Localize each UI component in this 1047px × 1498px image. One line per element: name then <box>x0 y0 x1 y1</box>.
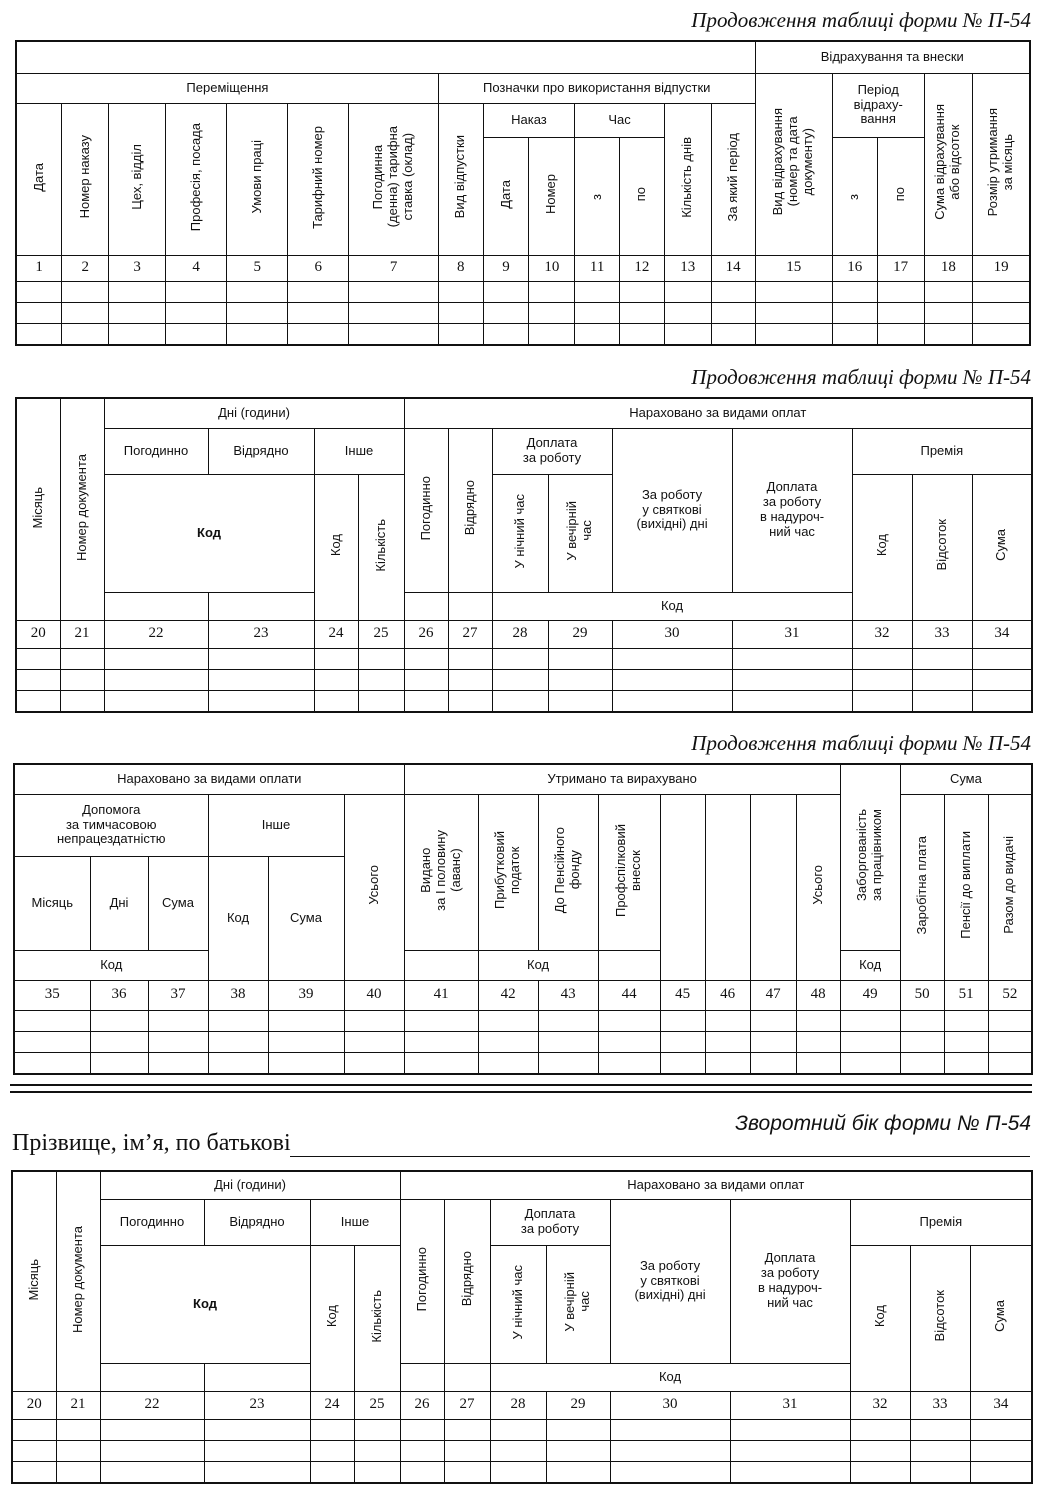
table-row[interactable] <box>16 690 1032 712</box>
col-35: Місяць <box>14 856 90 950</box>
col-36: Дні <box>90 856 148 950</box>
col-24: Код <box>310 1245 354 1391</box>
table-row[interactable] <box>16 281 1030 302</box>
full-name-label: Прізвище, ім’я, по батькові <box>12 1130 291 1156</box>
header-code-withheld: Код <box>478 950 598 980</box>
caption-back-side: Зворотний бік форми № П-54 <box>735 1112 1031 1135</box>
col-8: Вид відпустки <box>438 103 483 255</box>
col-13: Кількість днів <box>664 103 711 255</box>
caption-continuation-2: Продовження таблиці форми № П-54 <box>691 365 1031 389</box>
col-27: Відрядно <box>448 428 492 592</box>
full-name-field[interactable] <box>290 1156 1030 1157</box>
table-accruals-1 <box>15 397 1033 713</box>
col-30: За роботу у святкові (вихідні) дні <box>612 428 732 592</box>
header-other: Інше <box>208 794 344 856</box>
table-row[interactable] <box>16 302 1030 323</box>
column-numbers-row: 20 21 22 23 24 25 26 27 28 29 30 31 32 33 34 <box>16 620 1032 648</box>
col-42: Прибутковий податок <box>478 794 538 950</box>
col-20: Місяць <box>16 398 60 620</box>
col-38: Код <box>208 856 268 980</box>
col-1: Дата <box>16 103 62 255</box>
col-28: У нічний час <box>490 1245 546 1363</box>
header-extra: Доплата за роботу <box>490 1199 610 1245</box>
col-24: Код <box>314 474 358 620</box>
header-vacation: Позначки про використання відпустки <box>438 73 755 103</box>
header-code: Код <box>100 1245 310 1363</box>
col-37: Сума <box>148 856 208 950</box>
table-row[interactable] <box>14 1031 1032 1052</box>
table-row[interactable] <box>16 648 1032 669</box>
col-49: Заборгованість за працівником <box>840 764 900 950</box>
col-34: Сума <box>972 474 1032 620</box>
header-accrued: Нараховано за видами оплат <box>404 398 1032 428</box>
header-code-sick: Код <box>14 950 208 980</box>
header-piece: Відрядно <box>208 428 314 474</box>
header-sum: Сума <box>900 764 1032 794</box>
col-5: Умови праці <box>227 103 288 255</box>
table-row[interactable] <box>14 1010 1032 1031</box>
header-order: Наказ <box>483 103 575 137</box>
header-hourly: Погодинно <box>100 1199 204 1245</box>
col-29: У вечірній час <box>546 1245 610 1363</box>
table-accruals-back <box>11 1170 1033 1484</box>
col-9: Дата <box>483 137 529 255</box>
col-4: Професія, посада <box>166 103 227 255</box>
header-other: Інше <box>314 428 404 474</box>
col-32: Код <box>852 474 912 620</box>
col-12: по <box>620 137 665 255</box>
header-code-bottom: Код <box>492 592 852 620</box>
col-41: Видано за I половину (аванс) <box>404 794 478 950</box>
header-bonus: Премія <box>850 1199 1032 1245</box>
col-15: Вид відрахування (номер та дата документу) <box>755 73 832 255</box>
col-43: До Пенсійного фонду <box>538 794 598 950</box>
col-17: по <box>877 137 924 255</box>
header-extra: Доплата за роботу <box>492 428 612 474</box>
table-row[interactable] <box>12 1419 1032 1440</box>
col-21: Номер документа <box>56 1171 100 1391</box>
col-26: Погодинно <box>400 1199 444 1363</box>
col-33: Відсоток <box>912 474 972 620</box>
table-row[interactable] <box>16 669 1032 690</box>
header-time: Час <box>575 103 665 137</box>
col-18: Сума відрахування або відсоток <box>924 73 973 255</box>
col-52: Разом до видачі <box>988 794 1032 980</box>
col-25: Кількість <box>354 1245 400 1391</box>
col-44: Профспілковий внесок <box>598 794 660 950</box>
header-days: Дні (години) <box>104 398 404 428</box>
table-movement-deductions <box>15 40 1031 346</box>
header-hourly: Погодинно <box>104 428 208 474</box>
col-14: За який період <box>711 103 755 255</box>
col-28: У нічний час <box>492 474 548 592</box>
header-movement: Переміщення <box>16 73 438 103</box>
col-34: Сума <box>970 1245 1032 1391</box>
column-numbers-row: 1 2 3 4 5 6 7 8 9 10 11 12 13 14 15 16 17 18 19 <box>16 255 1030 281</box>
col-7: Погодинна (денна) тарифна ставка (оклад) <box>349 103 439 255</box>
col-30: За роботу у святкові (вихідні) дні <box>610 1199 730 1363</box>
header-withheld: Утримано та вирахувано <box>404 764 840 794</box>
header-other: Інше <box>310 1199 400 1245</box>
header-code-debt: Код <box>840 950 900 980</box>
header-code: Код <box>104 474 314 592</box>
col-16: з <box>832 137 877 255</box>
header-piece: Відрядно <box>204 1199 310 1245</box>
col-31: Доплата за роботу в надуроч- ний час <box>730 1199 850 1363</box>
header-sick-pay: Допомога за тимчасовою непрацездатністю <box>14 794 208 856</box>
col-6: Тарифний номер <box>288 103 349 255</box>
caption-continuation-3: Продовження таблиці форми № П-54 <box>691 731 1031 755</box>
header-days: Дні (години) <box>100 1171 400 1199</box>
col-40: Усього <box>344 794 404 980</box>
table-row[interactable] <box>12 1461 1032 1483</box>
col-19: Розмір утримання за місяць <box>973 73 1030 255</box>
col-27: Відрядно <box>444 1199 490 1363</box>
col-10: Номер <box>529 137 575 255</box>
header-deductions: Відрахування та внески <box>755 41 1030 73</box>
column-numbers-row: 20 21 22 23 24 25 26 27 28 29 30 31 32 33 34 <box>12 1391 1032 1419</box>
caption-continuation-1: Продовження таблиці форми № П-54 <box>691 8 1031 32</box>
col-29: У вечірній час <box>548 474 612 592</box>
col-50: Заробітна плата <box>900 794 944 980</box>
header-accrued: Нараховано за видами оплати <box>14 764 404 794</box>
col-26: Погодинно <box>404 428 448 592</box>
col-48: Усього <box>796 794 840 980</box>
col-39: Сума <box>268 856 344 980</box>
col-33: Відсоток <box>910 1245 970 1391</box>
header-bonus: Премія <box>852 428 1032 474</box>
col-25: Кількість <box>358 474 404 620</box>
col-20: Місяць <box>12 1171 56 1391</box>
table-row[interactable] <box>12 1440 1032 1461</box>
header-accrued: Нараховано за видами оплат <box>400 1171 1032 1199</box>
table-withholdings <box>13 763 1033 1075</box>
table-row[interactable] <box>14 1052 1032 1074</box>
col-51: Пенсії до виплати <box>944 794 988 980</box>
col-21: Номер документа <box>60 398 104 620</box>
col-31: Доплата за роботу в надуроч- ний час <box>732 428 852 592</box>
col-2: Номер наказу <box>62 103 109 255</box>
separator-rule <box>10 1084 1032 1086</box>
col-11: з <box>575 137 620 255</box>
col-32: Код <box>850 1245 910 1391</box>
header-period: Період відраху- вання <box>832 73 924 137</box>
separator-rule <box>10 1091 1032 1093</box>
header-code-bottom: Код <box>490 1363 850 1391</box>
column-numbers-row: 35 36 37 38 39 40 41 42 43 44 45 46 47 48 49 50 51 52 <box>14 980 1032 1010</box>
table-row[interactable] <box>16 323 1030 345</box>
col-3: Цех, відділ <box>109 103 166 255</box>
